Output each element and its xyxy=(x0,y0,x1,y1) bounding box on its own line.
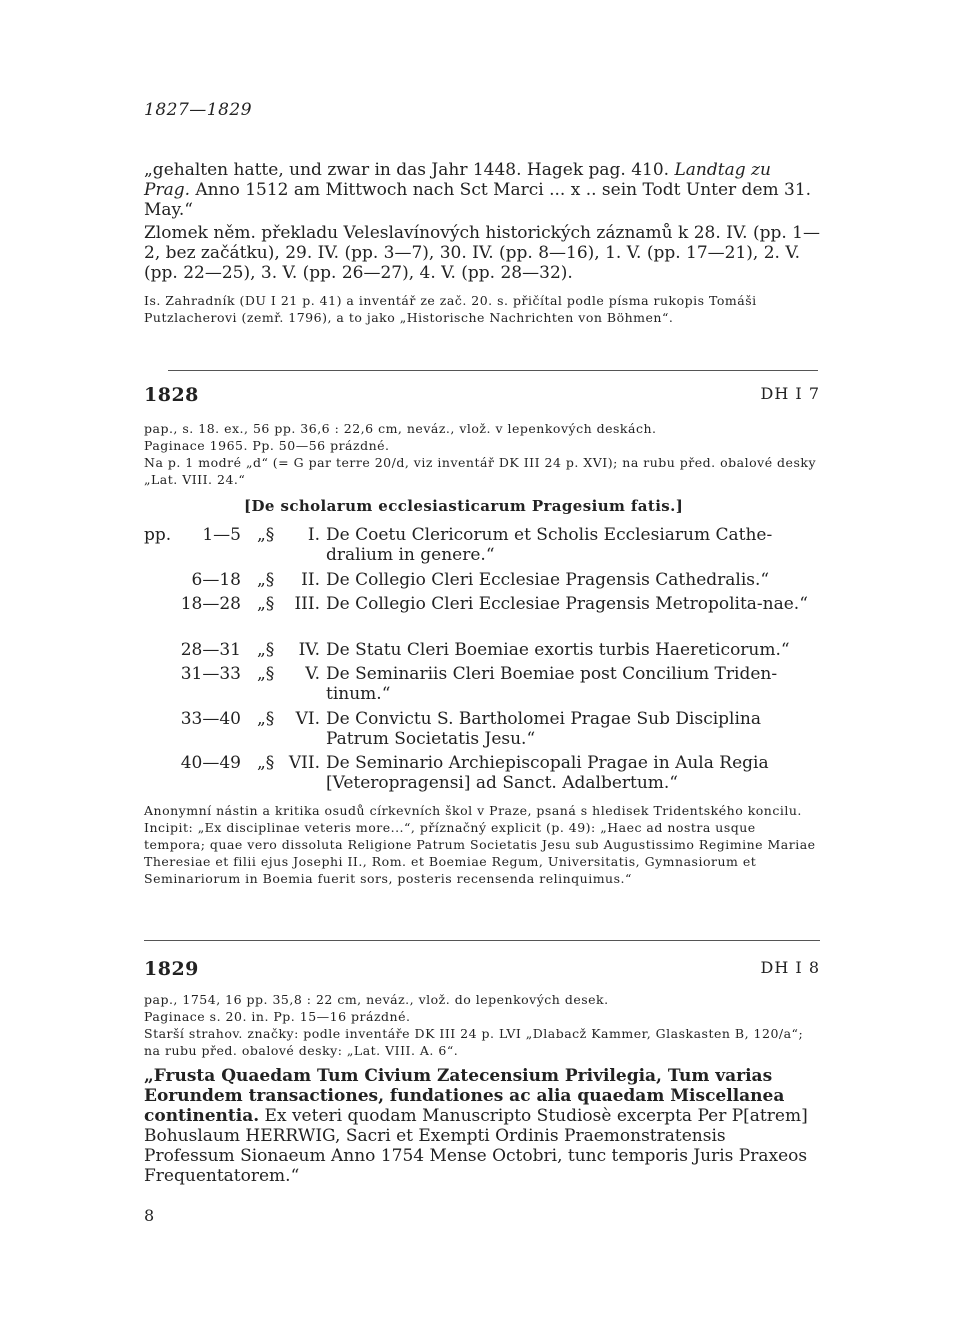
toc-section-mark: „§ xyxy=(257,525,275,545)
intro-italic: Landtag zu Prag. xyxy=(144,160,771,200)
toc-section-mark: „§ xyxy=(257,664,275,684)
divider xyxy=(144,940,820,941)
toc-text: De Collegio Cleri Ecclesiae Pragensis Metropolita-nae.“ xyxy=(326,594,808,614)
toc-row xyxy=(144,594,820,634)
toc-range: 6—18 xyxy=(191,570,241,590)
toc-text: De Seminario Archiepiscopali Pragae in Aula Regia [Veteropragensi] ad Sanct. Adalbertum.“ xyxy=(326,753,769,793)
toc-roman: IV. xyxy=(298,640,320,660)
entry-number: 1828 xyxy=(144,384,199,406)
desc-line: pap., s. 18. ex., 56 pp. 36,6 : 22,6 cm, neváz., vlož. v lepenkových deskách. xyxy=(144,421,657,436)
entry-1828-title: [De scholarum ecclesiasticarum Pragesium fatis.] xyxy=(244,497,684,515)
intro-text-b: Anno 1512 am Mittwoch nach Sct Marci ... x .. sein Todt Unter dem 31. May.“ xyxy=(144,180,812,220)
toc-section-mark: „§ xyxy=(257,570,275,590)
entry-1828-header xyxy=(144,384,820,408)
toc-row xyxy=(144,525,820,565)
entry-1829-title xyxy=(144,1066,820,1186)
divider xyxy=(168,370,818,371)
toc-range: 40—49 xyxy=(180,753,241,773)
toc-text: De Coetu Clericorum et Scholis Ecclesiarum Cathe-dralium in genere.“ xyxy=(326,525,773,565)
toc-row xyxy=(144,709,820,749)
page-number: 8 xyxy=(144,1206,155,1225)
entry-1829-header xyxy=(144,958,820,982)
entry-signature: DH I 7 xyxy=(760,384,820,403)
toc-range: 31—33 xyxy=(180,664,241,684)
intro-paragraph-1 xyxy=(144,160,820,220)
entry-1828-description xyxy=(144,420,820,488)
toc-row xyxy=(144,753,820,793)
toc-roman: V. xyxy=(305,664,320,684)
intro-paragraph-2: Zlomek něm. překladu Veleslavínových historických záznamů k 28. IV. (pp. 1—2, bez začátku), 29. IV. (pp. 3—7), 30. IV. (pp. 8—16), 1. V. (pp. 17—21), 2. V. (pp. 22—25), 3. V. (pp. 26—27), 4. V. (pp. 28—32). xyxy=(144,223,820,283)
toc-section-mark: „§ xyxy=(257,753,275,773)
toc-section-mark: „§ xyxy=(257,594,275,614)
title-rest: Ex veteri quodam Manuscripto Studiosè excerpta Per P[atrem] Bohuslaum HERRWIG, Sacri et Exempti Ordinis Praemonstratensis Professum Sionaeum Anno 1754 Mense Octobri, tunc temporis Juris Praxeos Frequentatorem.“ xyxy=(144,1106,808,1186)
toc-pp-label: pp. xyxy=(144,525,172,545)
toc-range: 1—5 xyxy=(202,525,241,545)
table-of-contents xyxy=(144,525,820,793)
toc-roman: VII. xyxy=(288,753,320,773)
desc-line: pap., 1754, 16 pp. 35,8 : 22 cm, neváz., vlož. do lepenkových desek. xyxy=(144,992,609,1007)
toc-row xyxy=(144,640,820,664)
toc-range: 28—31 xyxy=(180,640,241,660)
entry-signature: DH I 8 xyxy=(760,958,820,977)
toc-range: 18—28 xyxy=(180,594,241,614)
toc-text: De Collegio Cleri Ecclesiae Pragensis Cathedralis.“ xyxy=(326,570,770,590)
title-bold: „Frusta Quaedam Tum Civium Zatecensium Privilegia, Tum varias Eorundem transactiones, fundationes ac alia quaedam Miscellanea continentia. xyxy=(144,1066,785,1126)
toc-section-mark: „§ xyxy=(257,709,275,729)
toc-row xyxy=(144,570,820,594)
entry-1828-summary: Anonymní nástin a kritika osudů církevních škol v Praze, psaná s hledisek Tridentského koncilu. Incipit: „Ex disciplinae veteris more...“, příznačný explicit (p. 49): „Haec ad nostra usque tempora; quae vero dissoluta Religione Patrum Societatis Jesu sub Augustissimo Regimine Mariae Theresiae et filii ejus Josephi II., Rom. et Boemiae Regum, Universitatis, Gymnasiorum et Seminariorum in Boemia fuerit sors, posteris recensenda relinquimus.“ xyxy=(144,803,816,886)
entry-1829-description xyxy=(144,991,820,1059)
toc-row xyxy=(144,664,820,704)
entry-number: 1829 xyxy=(144,958,199,980)
running-head: 1827—1829 xyxy=(144,100,253,120)
toc-roman: VI. xyxy=(295,709,320,729)
intro-text-a: „gehalten hatte, und zwar in das Jahr 1448. Hagek pag. 410. xyxy=(144,160,675,180)
toc-roman: I. xyxy=(307,525,320,545)
toc-text: De Convictu S. Bartholomei Pragae Sub Disciplina Patrum Societatis Jesu.“ xyxy=(326,709,761,749)
desc-line: Starší strahov. značky: podle inventáře DK III 24 p. LVI „Dlabacž Kammer, Glaskasten B, 120/a“; na rubu před. obalové desky: „Lat. VIII. A. 6“. xyxy=(144,1026,804,1058)
toc-roman: II. xyxy=(301,570,320,590)
toc-text: De Seminariis Cleri Boemiae post Concilium Triden-tinum.“ xyxy=(326,664,778,704)
toc-section-mark: „§ xyxy=(257,640,275,660)
desc-line: Paginace 1965. Pp. 50—56 prázdné. xyxy=(144,438,390,453)
toc-range: 33—40 xyxy=(180,709,241,729)
desc-line: Paginace s. 20. in. Pp. 15—16 prázdné. xyxy=(144,1009,411,1024)
toc-roman: III. xyxy=(294,594,320,614)
toc-text: De Statu Cleri Boemiae exortis turbis Haereticorum.“ xyxy=(326,640,790,660)
desc-line: Na p. 1 modré „d“ (= G par terre 20/d, viz inventář DK III 24 p. XVI); na rubu před. obalové desky „Lat. VIII. 24.“ xyxy=(144,455,817,487)
intro-note: Is. Zahradník (DU I 21 p. 41) a inventář ze zač. 20. s. přičítal podle písma rukopis Tomáši Putzlacherovi (zemř. 1796), a to jako „Historische Nachrichten von Böhmen“. xyxy=(144,293,757,325)
